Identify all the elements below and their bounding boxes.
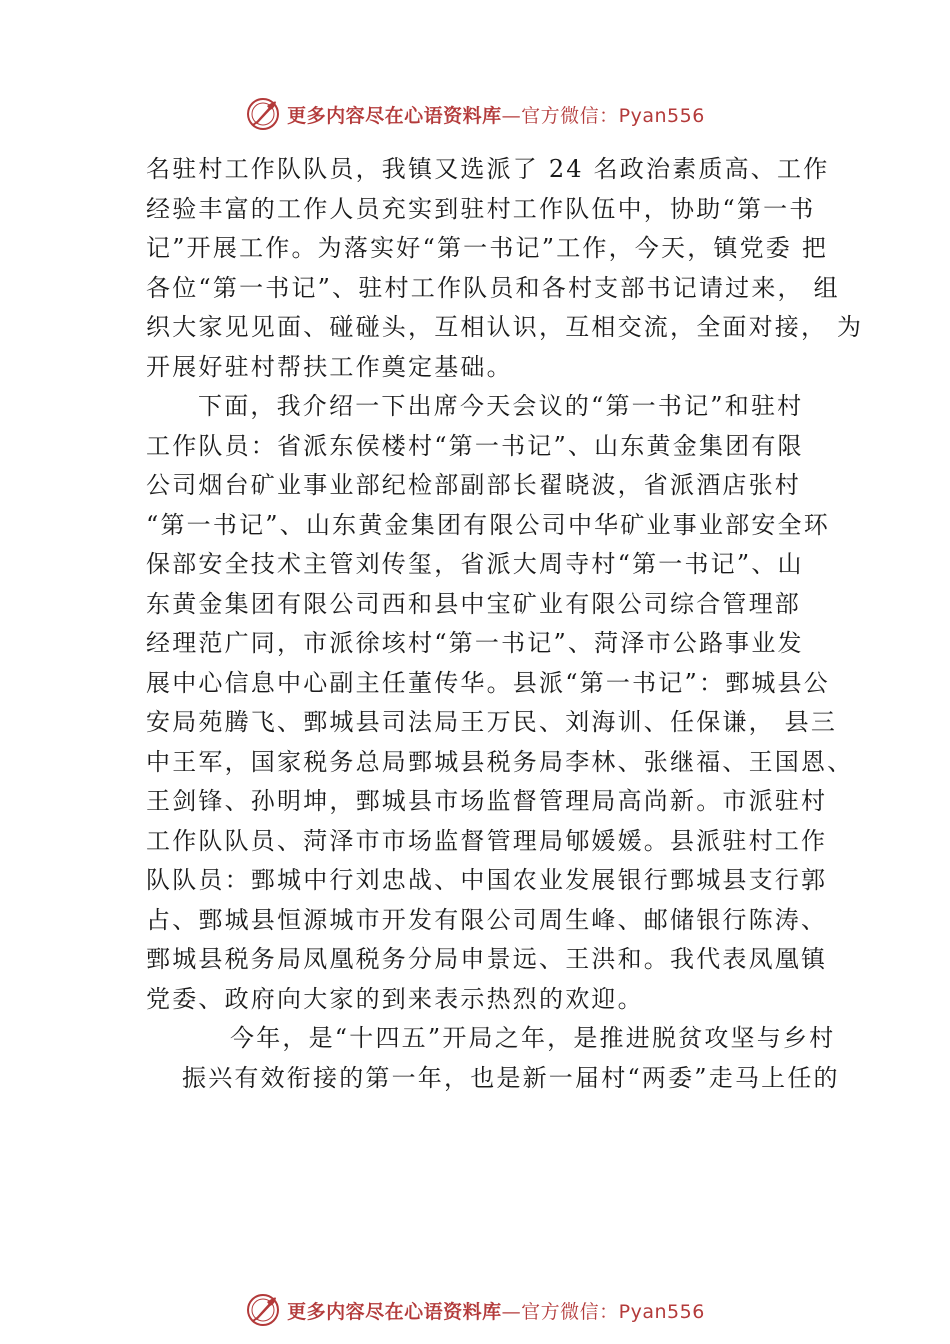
body-line: 党委、政府向大家的到来表示热烈的欢迎。: [146, 984, 644, 1013]
body-line: 公司烟台矿业事业部纪检部副部长翟晓波，省派酒店张村: [146, 471, 801, 499]
body-line: 经理范广同，市派徐垓村“第一书记”、菏泽市公路事业发: [146, 629, 804, 657]
banner-wechat-text: 官方微信：Pyan556: [521, 1300, 705, 1323]
body-line: “第一书记”、山东黄金集团有限公司中华矿业事业部安全环: [146, 510, 830, 539]
body-line: 织大家见见面、碰碰头，互相认识，互相交流，全面对接， 为: [146, 313, 864, 341]
banner-dash: —: [501, 1300, 522, 1323]
body-line: 王剑锋、孙明坤，鄄城县市场监督管理局高尚新。市派驻村: [146, 787, 828, 815]
banner-dash: —: [501, 104, 522, 127]
banner-content: [245, 1292, 705, 1328]
banner-text: [287, 101, 705, 128]
body-line: 振兴有效衔接的第一年，也是新一届村“两委”走马上任的: [182, 1063, 840, 1092]
document-body: [146, 150, 864, 1098]
body-line: 名驻村工作队队员，我镇又选派了 24 名政治素质高、工作: [146, 155, 830, 183]
body-line: 开展好驻村帮扶工作奠定基础。: [146, 352, 513, 381]
quill-seal-icon: [245, 1292, 281, 1328]
paragraph-start-line: 今年，是“十四五”开局之年，是推进脱贫攻坚与乡村: [230, 1024, 836, 1052]
body-line: 安局苑腾飞、鄄城县司法局王万民、刘海训、任保谦， 县三: [146, 708, 838, 736]
body-line: 占、鄄城县恒源城市开发有限公司周生峰、邮储银行陈涛、: [146, 905, 828, 934]
banner-wechat-text: 官方微信：Pyan556: [521, 104, 705, 127]
banner-text: [287, 1297, 705, 1324]
body-line: 工作队员：省派东侯楼村“第一书记”、山东黄金集团有限: [146, 431, 804, 460]
body-line: 经验丰富的工作人员充实到驻村工作队伍中，协助“第一书: [146, 194, 816, 223]
banner-main-text: 更多内容尽在心语资料库: [287, 1300, 502, 1323]
body-line: 东黄金集团有限公司西和县中宝矿业有限公司综合管理部: [146, 589, 801, 618]
body-line: 工作队队员、菏泽市市场监督管理局郇媛媛。县派驻村工作: [146, 826, 828, 855]
body-line: 记”开展工作。为落实好“第一书记”工作，今天，镇党委 把: [146, 234, 829, 262]
header-banner: [0, 94, 950, 134]
body-line: 展中心信息中心副主任董传华。县派“第一书记”：鄄城县公: [146, 668, 830, 697]
paragraph-start-line: 下面，我介绍一下出席今天会议的“第一书记”和驻村: [198, 392, 804, 420]
body-line: 各位“第一书记”、驻村工作队员和各村支部书记请过来， 组: [146, 273, 840, 302]
footer-banner: [0, 1290, 950, 1330]
body-line: 中王军，国家税务总局鄄城县税务局李林、张继福、王国恩、: [146, 747, 854, 776]
body-line: 队队员：鄄城中行刘忠战、中国农业发展银行鄄城县支行郭: [146, 866, 828, 894]
body-line: 鄄城县税务局凤凰税务分局申景远、王洪和。我代表凤凰镇: [146, 945, 828, 973]
banner-content: [245, 96, 705, 132]
quill-seal-icon: [245, 96, 281, 132]
banner-main-text: 更多内容尽在心语资料库: [287, 104, 502, 127]
body-line: 保部安全技术主管刘传玺，省派大周寺村“第一书记”、山: [146, 550, 804, 578]
